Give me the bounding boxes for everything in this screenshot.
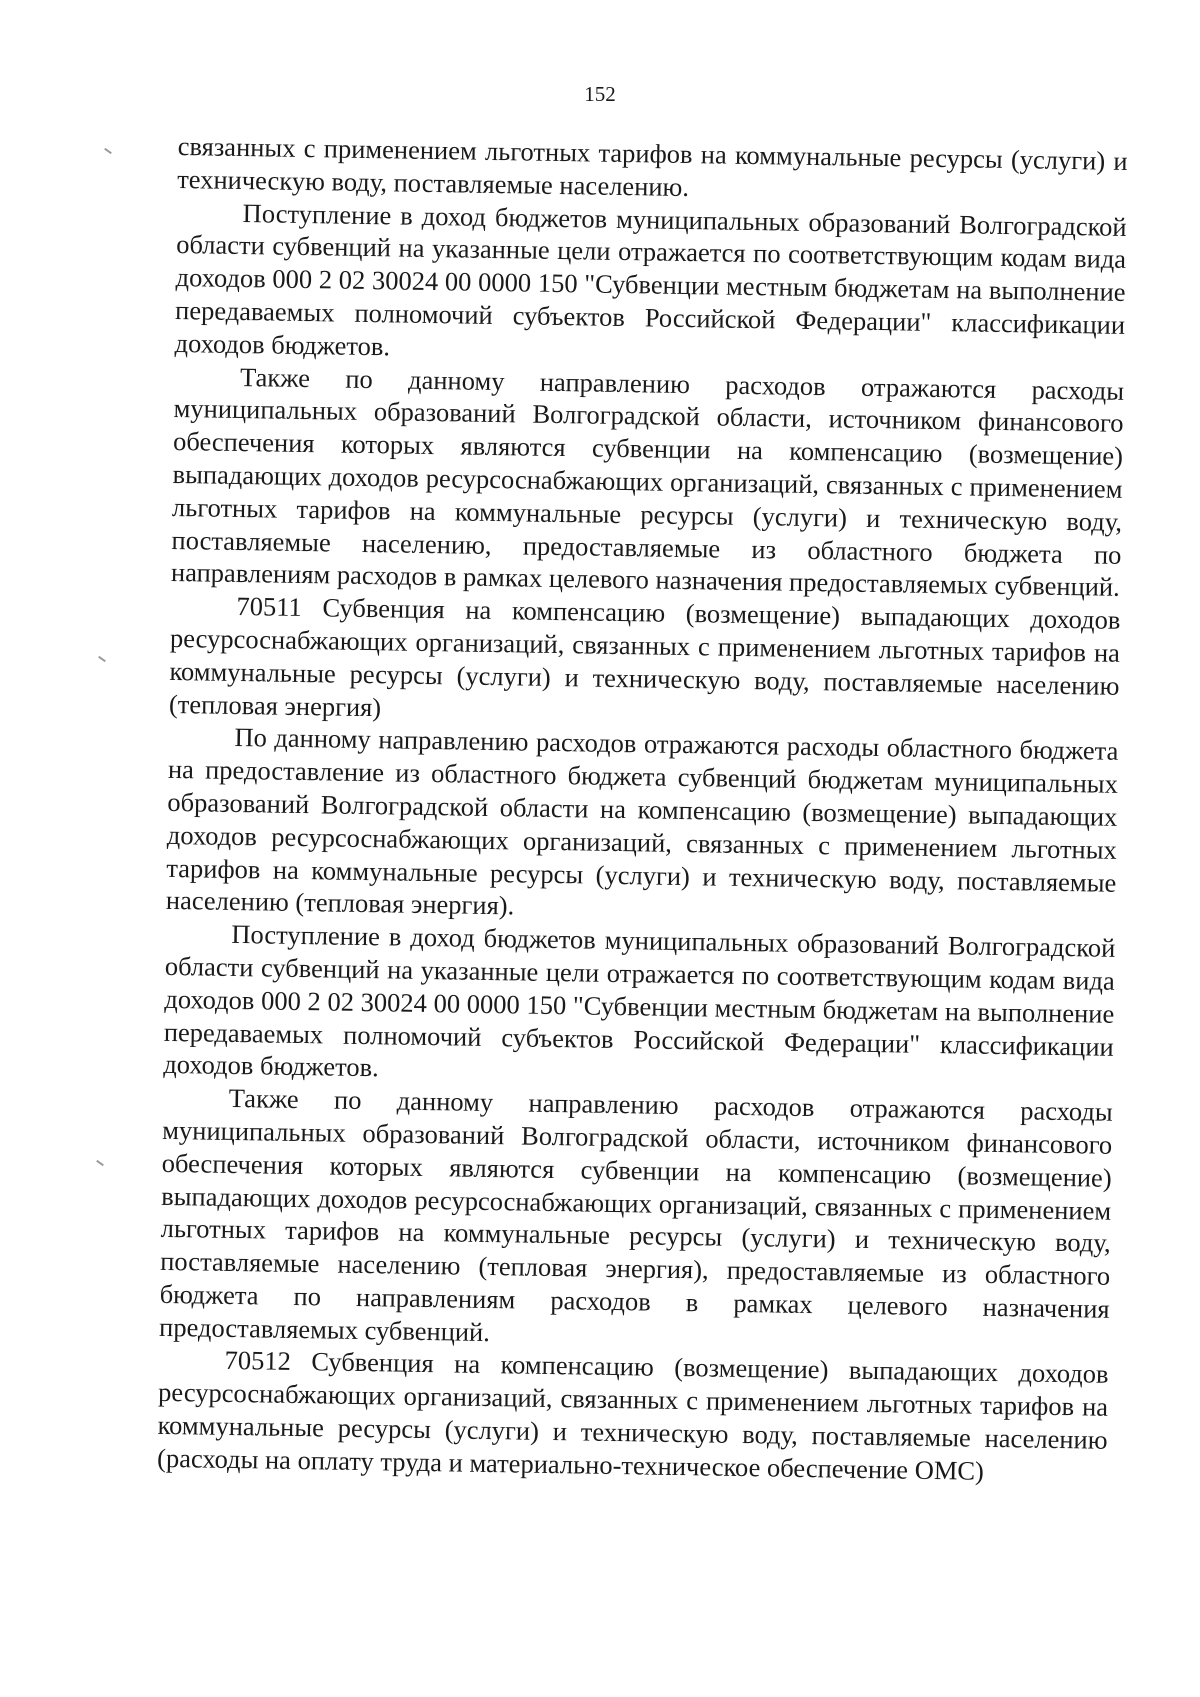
page-number: 152 [584,82,616,106]
section-heading-70512: 70512 Субвенция на компенсацию (возмещение) выпадающих доходов ресурсоснабжающих организаций, связанных с применением льготных тарифов на коммунальные ресурсы (услуги) и техническую воду, поставляемые населению (расходы на оплату труда и материально-техническое обеспечение ОМС) [156,1345,1109,1486]
paragraph: Также по данному направлению расходов отражаются расходы муниципальных образований Волгоградской области, источником финансового обеспечения которых являются субвенции на компенсацию (возмещение) выпадающих доходов ресурсоснабжающих организаций, связанных с применением льготных тарифов на коммунальные ресурсы (услуги) и техническую воду, поставляемые населению (тепловая энергия), предоставляемые из областного бюджета по направлениям расходов в рамках целевого назначения предоставляемых субвенций. [158,1083,1113,1347]
scan-mark [96,1160,104,1166]
paragraph: Также по данному направлению расходов отражаются расходы муниципальных образований Волгоградской области, источником финансового обеспечения которых являются субвенции на компенсацию (возмещение) выпадающих доходов ресурсоснабжающих организаций, связанных с применением льготных тарифов на коммунальные ресурсы (услуги) и техническую воду, поставляемые населению, предоставляемые из областного бюджета по направлениям расходов в рамках целевого назначения предоставляемых субвенций. [170,361,1125,603]
scan-mark [104,148,112,154]
paragraph: По данному направлению расходов отражаются расходы областного бюджета на предоставление из областного бюджета субвенций бюджетам муниципальных образований Волгоградской области на компенсацию (возмещение) выпадающих доходов ресурсоснабжающих организаций, связанных с применением льготных тарифов на коммунальные ресурсы (услуги) и техническую воду, поставляемые населению (тепловая энергия). [165,722,1119,921]
paragraph: связанных с применением льготных тарифов на коммунальные ресурсы (услуги) и техническую воду, поставляемые населению. [176,130,1128,202]
paragraph: Поступление в доход бюджетов муниципальных образований Волгоградской области субвенций на указанные цели отражается по соответствующим кодам вида доходов 000 2 02 30024 00 0000 150 "Субвенции местным бюджетам на выполнение передаваемых полномочий субъектов Российской Федерации" классификации доходов бюджетов. [163,919,1116,1083]
document-body [157,130,1128,1489]
scan-mark [98,656,106,662]
paragraph: Поступление в доход бюджетов муниципальных образований Волгоградской области субвенций на указанные цели отражается по соответствующим кодам вида доходов 000 2 02 30024 00 0000 150 "Субвенции местным бюджетам на выполнение передаваемых полномочий субъектов Российской Федерации" классификации доходов бюджетов. [174,197,1127,362]
section-heading-70511: 70511 Субвенция на компенсацию (возмещение) выпадающих доходов ресурсоснабжающих организаций, связанных с применением льготных тарифов на коммунальные ресурсы (услуги) и техническую воду, поставляемые населению (тепловая энергия) [168,591,1121,722]
